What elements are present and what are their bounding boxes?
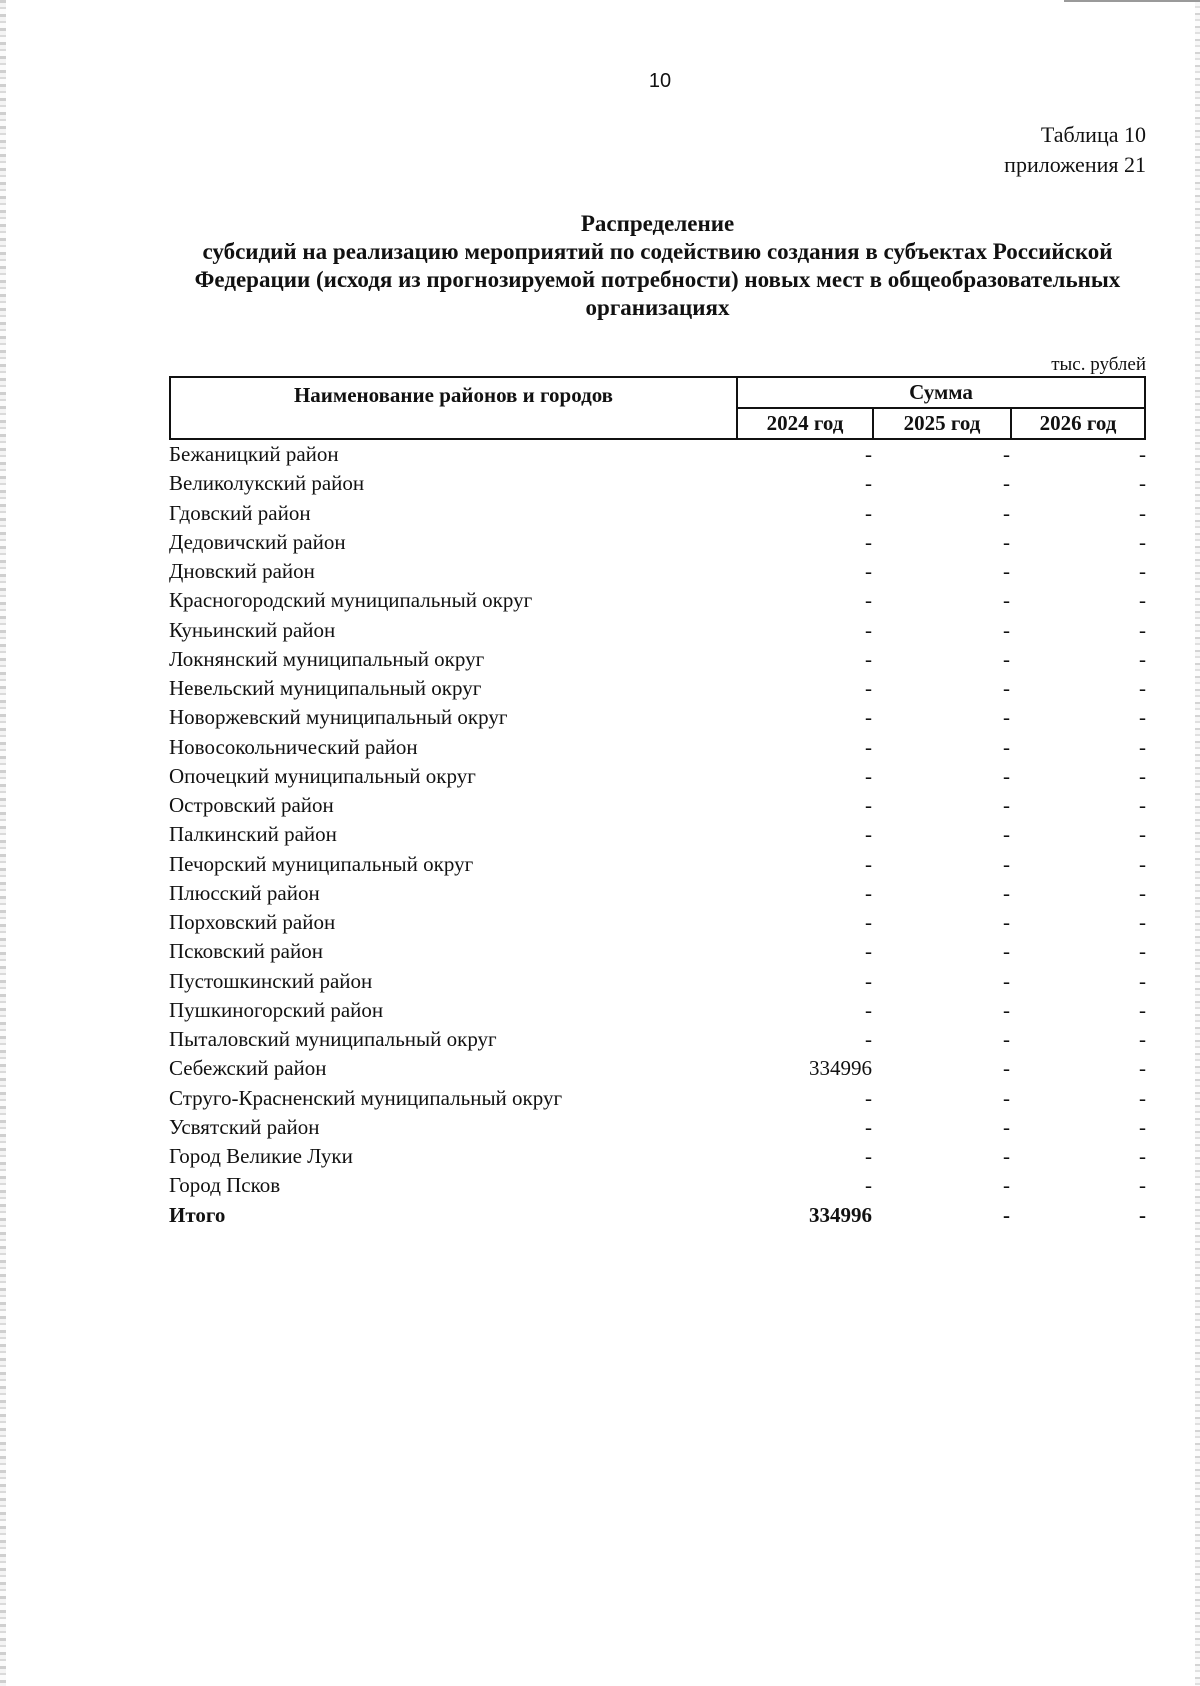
title-line-2: субсидий на реализацию мероприятий по содействию создания в субъектах Российской Федерации (исходя из прогнозируемой потребности) новых мест в общеобразовательных организациях (194, 239, 1121, 320)
row-value-2026: - (1139, 500, 1146, 525)
row-value-2025: - (1003, 705, 1010, 730)
table-row (169, 1084, 1146, 1113)
row-value-2024: - (865, 500, 872, 525)
table-reference: Таблица 10 (1040, 122, 1146, 147)
total-value-2025: - (1003, 1202, 1010, 1227)
row-value-2024: - (865, 617, 872, 642)
total-label: Итого (169, 1202, 226, 1227)
row-value-2025: - (1003, 529, 1010, 554)
table-row (169, 586, 1146, 615)
table-row (169, 937, 1146, 966)
row-value-2024: - (865, 676, 872, 701)
row-value-2024: 334996 (809, 1056, 872, 1081)
row-value-2025: - (1003, 471, 1010, 496)
row-value-2024: - (865, 734, 872, 759)
header-sum: Сумма (738, 378, 1144, 409)
row-value-2024: - (865, 910, 872, 935)
table-row (169, 557, 1146, 586)
row-value-2024: - (865, 997, 872, 1022)
row-value-2026: - (1139, 646, 1146, 671)
row-value-2025: - (1003, 500, 1010, 525)
row-value-2025: - (1003, 880, 1010, 905)
row-value-2025: - (1003, 763, 1010, 788)
row-value-2024: - (865, 851, 872, 876)
row-value-2026: - (1139, 617, 1146, 642)
table-body (169, 440, 1146, 1230)
total-value-2026: - (1139, 1202, 1146, 1227)
row-value-2026: - (1139, 822, 1146, 847)
total-value-2024: 334996 (809, 1202, 872, 1227)
row-name: Порховский район (169, 910, 336, 935)
row-value-2024: - (865, 471, 872, 496)
row-value-2025: - (1003, 793, 1010, 818)
unit-label: тыс. рублей (1051, 354, 1146, 375)
table-row (169, 1171, 1146, 1200)
table-row (169, 1113, 1146, 1142)
row-name: Опочецкий муниципальный округ (169, 763, 476, 788)
row-name: Город Псков (169, 1173, 281, 1198)
row-value-2025: - (1003, 1114, 1010, 1139)
table-row (169, 791, 1146, 820)
row-name: Куньинский район (169, 617, 336, 642)
scan-edge-right (1195, 0, 1200, 1686)
row-name: Пустошкинский район (169, 968, 373, 993)
row-value-2025: - (1003, 1085, 1010, 1110)
row-name: Дедовичский район (169, 529, 346, 554)
row-value-2026: - (1139, 793, 1146, 818)
row-value-2024: - (865, 822, 872, 847)
row-value-2024: - (865, 793, 872, 818)
row-name: Псковский район (169, 939, 323, 964)
row-value-2026: - (1139, 1114, 1146, 1139)
row-value-2025: - (1003, 588, 1010, 613)
scan-edge-left (0, 0, 6, 1686)
row-value-2026: - (1139, 880, 1146, 905)
row-value-2025: - (1003, 646, 1010, 671)
row-value-2024: - (865, 939, 872, 964)
scan-top-line (1064, 0, 1200, 2)
table-row (169, 820, 1146, 849)
row-value-2026: - (1139, 442, 1146, 467)
row-value-2025: - (1003, 559, 1010, 584)
row-value-2025: - (1003, 617, 1010, 642)
row-value-2026: - (1139, 734, 1146, 759)
row-value-2025: - (1003, 910, 1010, 935)
header-year-2024: 2024 год (738, 409, 874, 438)
row-name: Великолукский район (169, 471, 365, 496)
header-year-2025: 2025 год (874, 409, 1012, 438)
table-header (169, 376, 1146, 440)
table-row (169, 674, 1146, 703)
row-value-2025: - (1003, 939, 1010, 964)
row-value-2024: - (865, 763, 872, 788)
row-name: Плюсский район (169, 880, 320, 905)
row-value-2025: - (1003, 1056, 1010, 1081)
table-row (169, 1025, 1146, 1054)
row-name: Палкинский район (169, 822, 337, 847)
row-value-2024: - (865, 1085, 872, 1110)
row-value-2024: - (865, 529, 872, 554)
row-value-2026: - (1139, 1173, 1146, 1198)
row-value-2026: - (1139, 910, 1146, 935)
row-name: Гдовский район (169, 500, 311, 525)
row-value-2024: - (865, 442, 872, 467)
row-value-2026: - (1139, 529, 1146, 554)
row-name: Новоржевский муниципальный округ (169, 705, 508, 730)
row-value-2026: - (1139, 939, 1146, 964)
row-value-2024: - (865, 646, 872, 671)
table-row (169, 850, 1146, 879)
table-row (169, 879, 1146, 908)
table-row (169, 1142, 1146, 1171)
row-value-2026: - (1139, 559, 1146, 584)
table-row (169, 1054, 1146, 1083)
row-value-2025: - (1003, 822, 1010, 847)
row-value-2026: - (1139, 851, 1146, 876)
row-value-2026: - (1139, 1027, 1146, 1052)
row-name: Город Великие Луки (169, 1144, 353, 1169)
table-row (169, 440, 1146, 469)
table-row (169, 996, 1146, 1025)
row-value-2024: - (865, 1114, 872, 1139)
row-value-2024: - (865, 1144, 872, 1169)
table-row (169, 908, 1146, 937)
row-name: Островский район (169, 793, 334, 818)
table-row (169, 967, 1146, 996)
row-value-2024: - (865, 705, 872, 730)
row-value-2026: - (1139, 705, 1146, 730)
row-name: Бежаницкий район (169, 442, 339, 467)
row-value-2026: - (1139, 1085, 1146, 1110)
row-value-2025: - (1003, 968, 1010, 993)
row-value-2025: - (1003, 734, 1010, 759)
row-name: Струго-Красненский муниципальный округ (169, 1085, 563, 1110)
table-row (169, 469, 1146, 498)
row-value-2024: - (865, 588, 872, 613)
row-value-2026: - (1139, 588, 1146, 613)
row-name: Новосокольнический район (169, 734, 418, 759)
row-value-2024: - (865, 968, 872, 993)
row-name: Невельский муниципальный округ (169, 676, 482, 701)
document-title (170, 210, 1145, 322)
row-value-2026: - (1139, 1056, 1146, 1081)
row-name: Дновский район (169, 559, 315, 584)
row-value-2025: - (1003, 676, 1010, 701)
table-row (169, 645, 1146, 674)
row-value-2026: - (1139, 997, 1146, 1022)
row-value-2026: - (1139, 1144, 1146, 1169)
row-value-2025: - (1003, 1027, 1010, 1052)
row-value-2025: - (1003, 1144, 1010, 1169)
row-name: Пушкиногорский район (169, 997, 384, 1022)
table-row (169, 616, 1146, 645)
row-value-2025: - (1003, 1173, 1010, 1198)
table-row (169, 733, 1146, 762)
row-name: Печорский муниципальный округ (169, 851, 474, 876)
table-row (169, 499, 1146, 528)
total-row (169, 1201, 1146, 1230)
table-row (169, 762, 1146, 791)
row-value-2024: - (865, 1027, 872, 1052)
page-number: 10 (648, 70, 672, 92)
row-value-2025: - (1003, 997, 1010, 1022)
row-name: Локнянский муниципальный округ (169, 646, 485, 671)
row-name: Себежский район (169, 1056, 327, 1081)
title-line-1: Распределение (580, 211, 735, 236)
row-name: Красногородский муниципальный округ (169, 588, 533, 613)
row-name: Пыталовский муниципальный округ (169, 1027, 497, 1052)
row-value-2025: - (1003, 442, 1010, 467)
row-value-2026: - (1139, 763, 1146, 788)
row-name: Усвятский район (169, 1114, 320, 1139)
row-value-2026: - (1139, 676, 1146, 701)
table-row (169, 703, 1146, 732)
table-row (169, 528, 1146, 557)
header-year-2026: 2026 год (1039, 411, 1117, 435)
appendix-reference: приложения 21 (1004, 152, 1146, 177)
row-value-2025: - (1003, 851, 1010, 876)
row-value-2026: - (1139, 471, 1146, 496)
row-value-2024: - (865, 880, 872, 905)
row-value-2026: - (1139, 968, 1146, 993)
header-name: Наименование районов и городов (171, 378, 738, 438)
row-value-2024: - (865, 559, 872, 584)
row-value-2024: - (865, 1173, 872, 1198)
